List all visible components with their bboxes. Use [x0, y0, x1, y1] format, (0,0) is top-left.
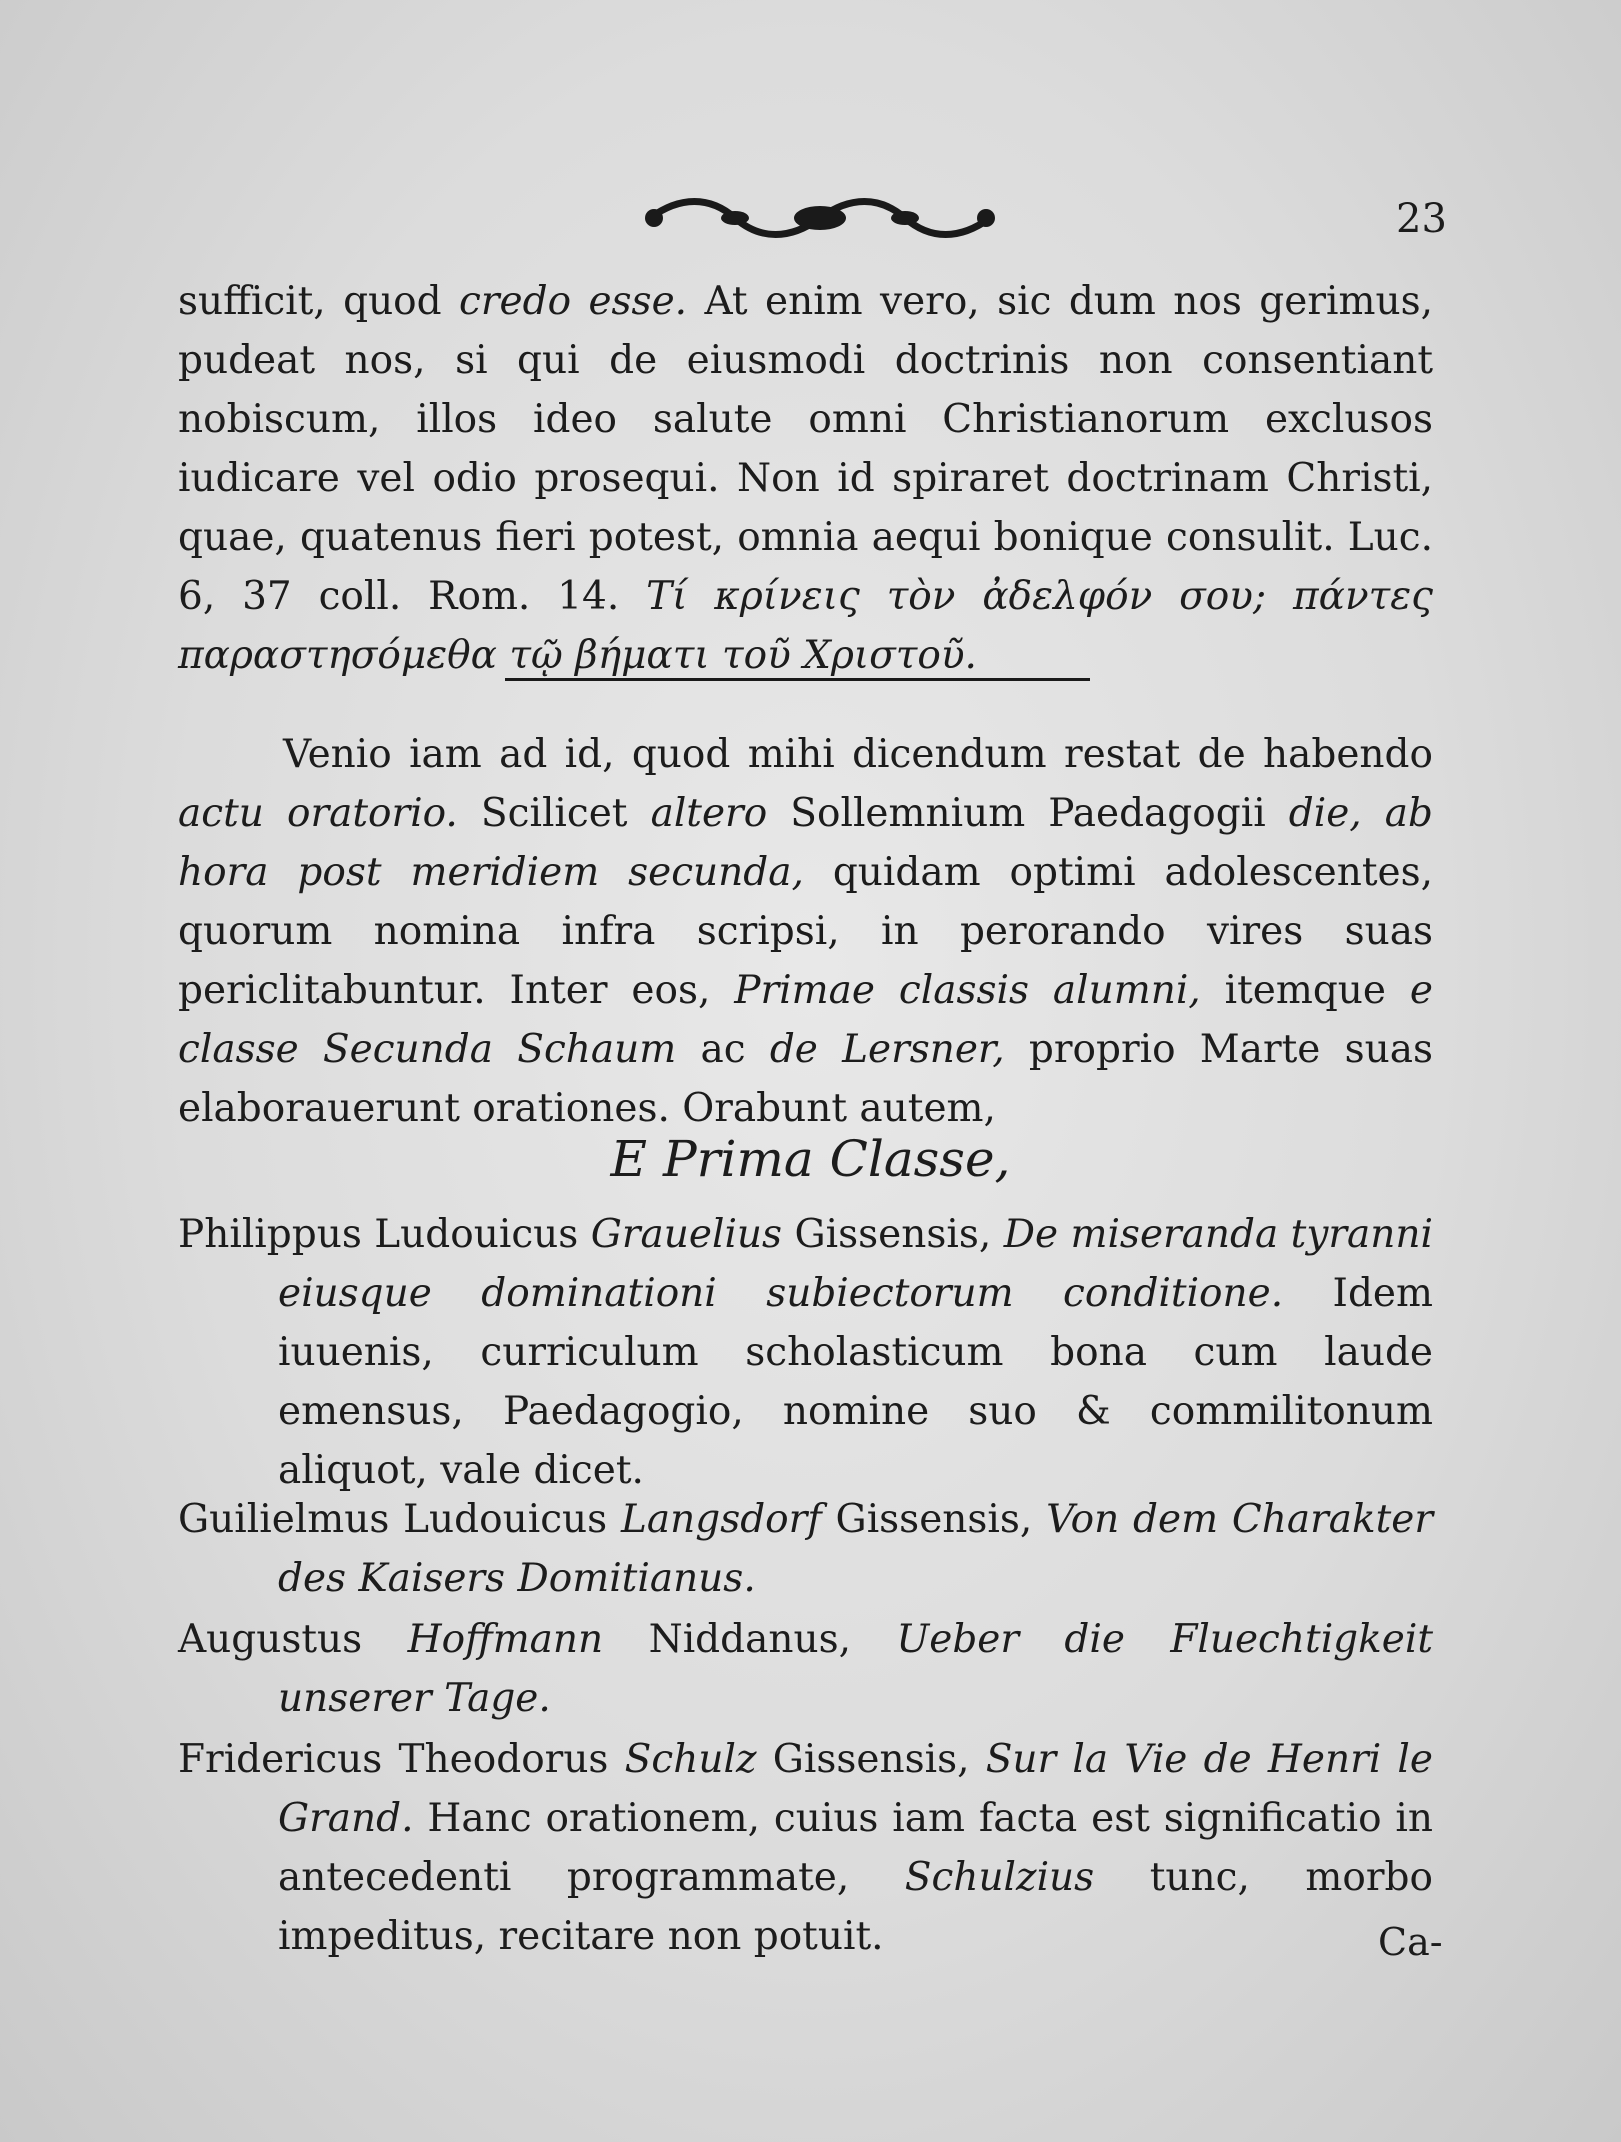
page-number: 23 — [1396, 196, 1447, 242]
paragraph-2-italic-c: die, ab hora post meridiem secunda, — [178, 791, 1433, 895]
paragraph-2-text-e: itemque — [1200, 968, 1410, 1013]
section-heading: E Prima Classe, — [610, 1130, 1011, 1188]
paragraph-2-italic-e: e classe Secunda Schaum — [178, 968, 1434, 1072]
entry-4-surname: Schulz — [624, 1737, 757, 1782]
entry-1-surname: Grauelius — [590, 1212, 783, 1257]
orator-entry-3 — [178, 1610, 1433, 1728]
paragraph-1-text-b: At enim vero, sic dum nos gerimus, pudeat nos, si qui de eiusmodi doctrinis non consentiant nobiscum, illos ideo salute omni Christianorum exclusos iudicare vel odio prosequi. Non id spiraret doctrinam Christi, quae, quatenus fieri potest, omnia aequi bonique consulit. Luc. 6, 37 coll. Rom. 14. — [178, 279, 1433, 619]
entry-4-title: Sur la Vie de Henri le Grand. — [278, 1737, 1433, 1841]
headpiece-ornament — [640, 190, 1000, 246]
entry-3-surname: Hoffmann — [407, 1617, 604, 1662]
paragraph-2-italic-f: de Lersner, — [769, 1027, 1005, 1072]
paragraph-2 — [178, 725, 1433, 1138]
paragraph-2-text-c: Sollemnium Paedagogii — [767, 791, 1289, 836]
orator-entry-2 — [178, 1490, 1433, 1608]
paragraph-1-text-a: sufficit, quod — [178, 279, 460, 324]
paragraph-2-italic-d: Primae classis alumni, — [734, 968, 1201, 1013]
paragraph-1-italic-a: credo esse. — [459, 279, 688, 324]
entry-3-title: Ueber die Fluechtigkeit unserer Tage. — [278, 1617, 1433, 1721]
paragraph-2-text-f: ac — [676, 1027, 770, 1072]
entry-4-text-d: tunc, morbo impeditus, recitare non potuit. — [278, 1855, 1433, 1959]
orator-entry-4 — [178, 1730, 1433, 1966]
entry-3-text-b: Niddanus, — [603, 1617, 897, 1662]
paragraph-2-italic-b: altero — [650, 791, 768, 836]
greek-quotation: Τί κρίνεις τὸν ἀδελφόν σου; πάντες παραστησόμεθα τῷ βήματι τοῦ Χριστοῦ. — [178, 574, 1433, 678]
paragraph-2-text-d: quidam optimi adolescentes, quorum nomina infra scripsi, in perorando vires suas periclitabuntur. Inter eos, — [178, 850, 1433, 1013]
section-divider — [505, 678, 1090, 681]
entry-4-text-c: Hanc orationem, cuius iam facta est significatio in antecedenti programmate, — [278, 1796, 1433, 1900]
paragraph-2-text-b: Scilicet — [457, 791, 651, 836]
entry-4-text-a: Fridericus Theodorus — [178, 1737, 625, 1782]
entry-2-text-b: Gissensis, — [821, 1497, 1047, 1542]
catchword: Ca- — [1378, 1920, 1443, 1964]
entry-1-title: De miseranda tyranni eiusque dominationi subiectorum conditione. — [278, 1212, 1433, 1316]
paragraph-2-italic-a: actu oratorio. — [178, 791, 458, 836]
orator-entry-1 — [178, 1205, 1433, 1500]
entry-3-text-a: Augustus — [178, 1617, 408, 1662]
entry-2-surname: Langsdorf — [620, 1497, 822, 1542]
entry-1-text-b: Gissensis, — [782, 1212, 1004, 1257]
paragraph-2-text-g: proprio Marte suas elaborauerunt orationes. Orabunt autem, — [178, 1027, 1434, 1131]
paragraph-2-text-a: Venio iam ad id, quod mihi dicendum restat de habendo — [283, 732, 1433, 777]
paragraph-1 — [178, 272, 1433, 685]
entry-1-text-a: Philippus Ludouicus — [178, 1212, 591, 1257]
entry-2-text-a: Guilielmus Ludouicus — [178, 1497, 621, 1542]
entry-4-text-b: Gissensis, — [756, 1737, 986, 1782]
entry-4-italic-name: Schulzius — [904, 1855, 1095, 1900]
entry-1-text-c: Idem iuuenis, curriculum scholasticum bona cum laude emensus, Paedagogio, nomine suo & commilitonum aliquot, vale dicet. — [278, 1271, 1433, 1493]
entry-2-title: Von dem Charakter des Kaisers Domitianus. — [278, 1497, 1433, 1601]
